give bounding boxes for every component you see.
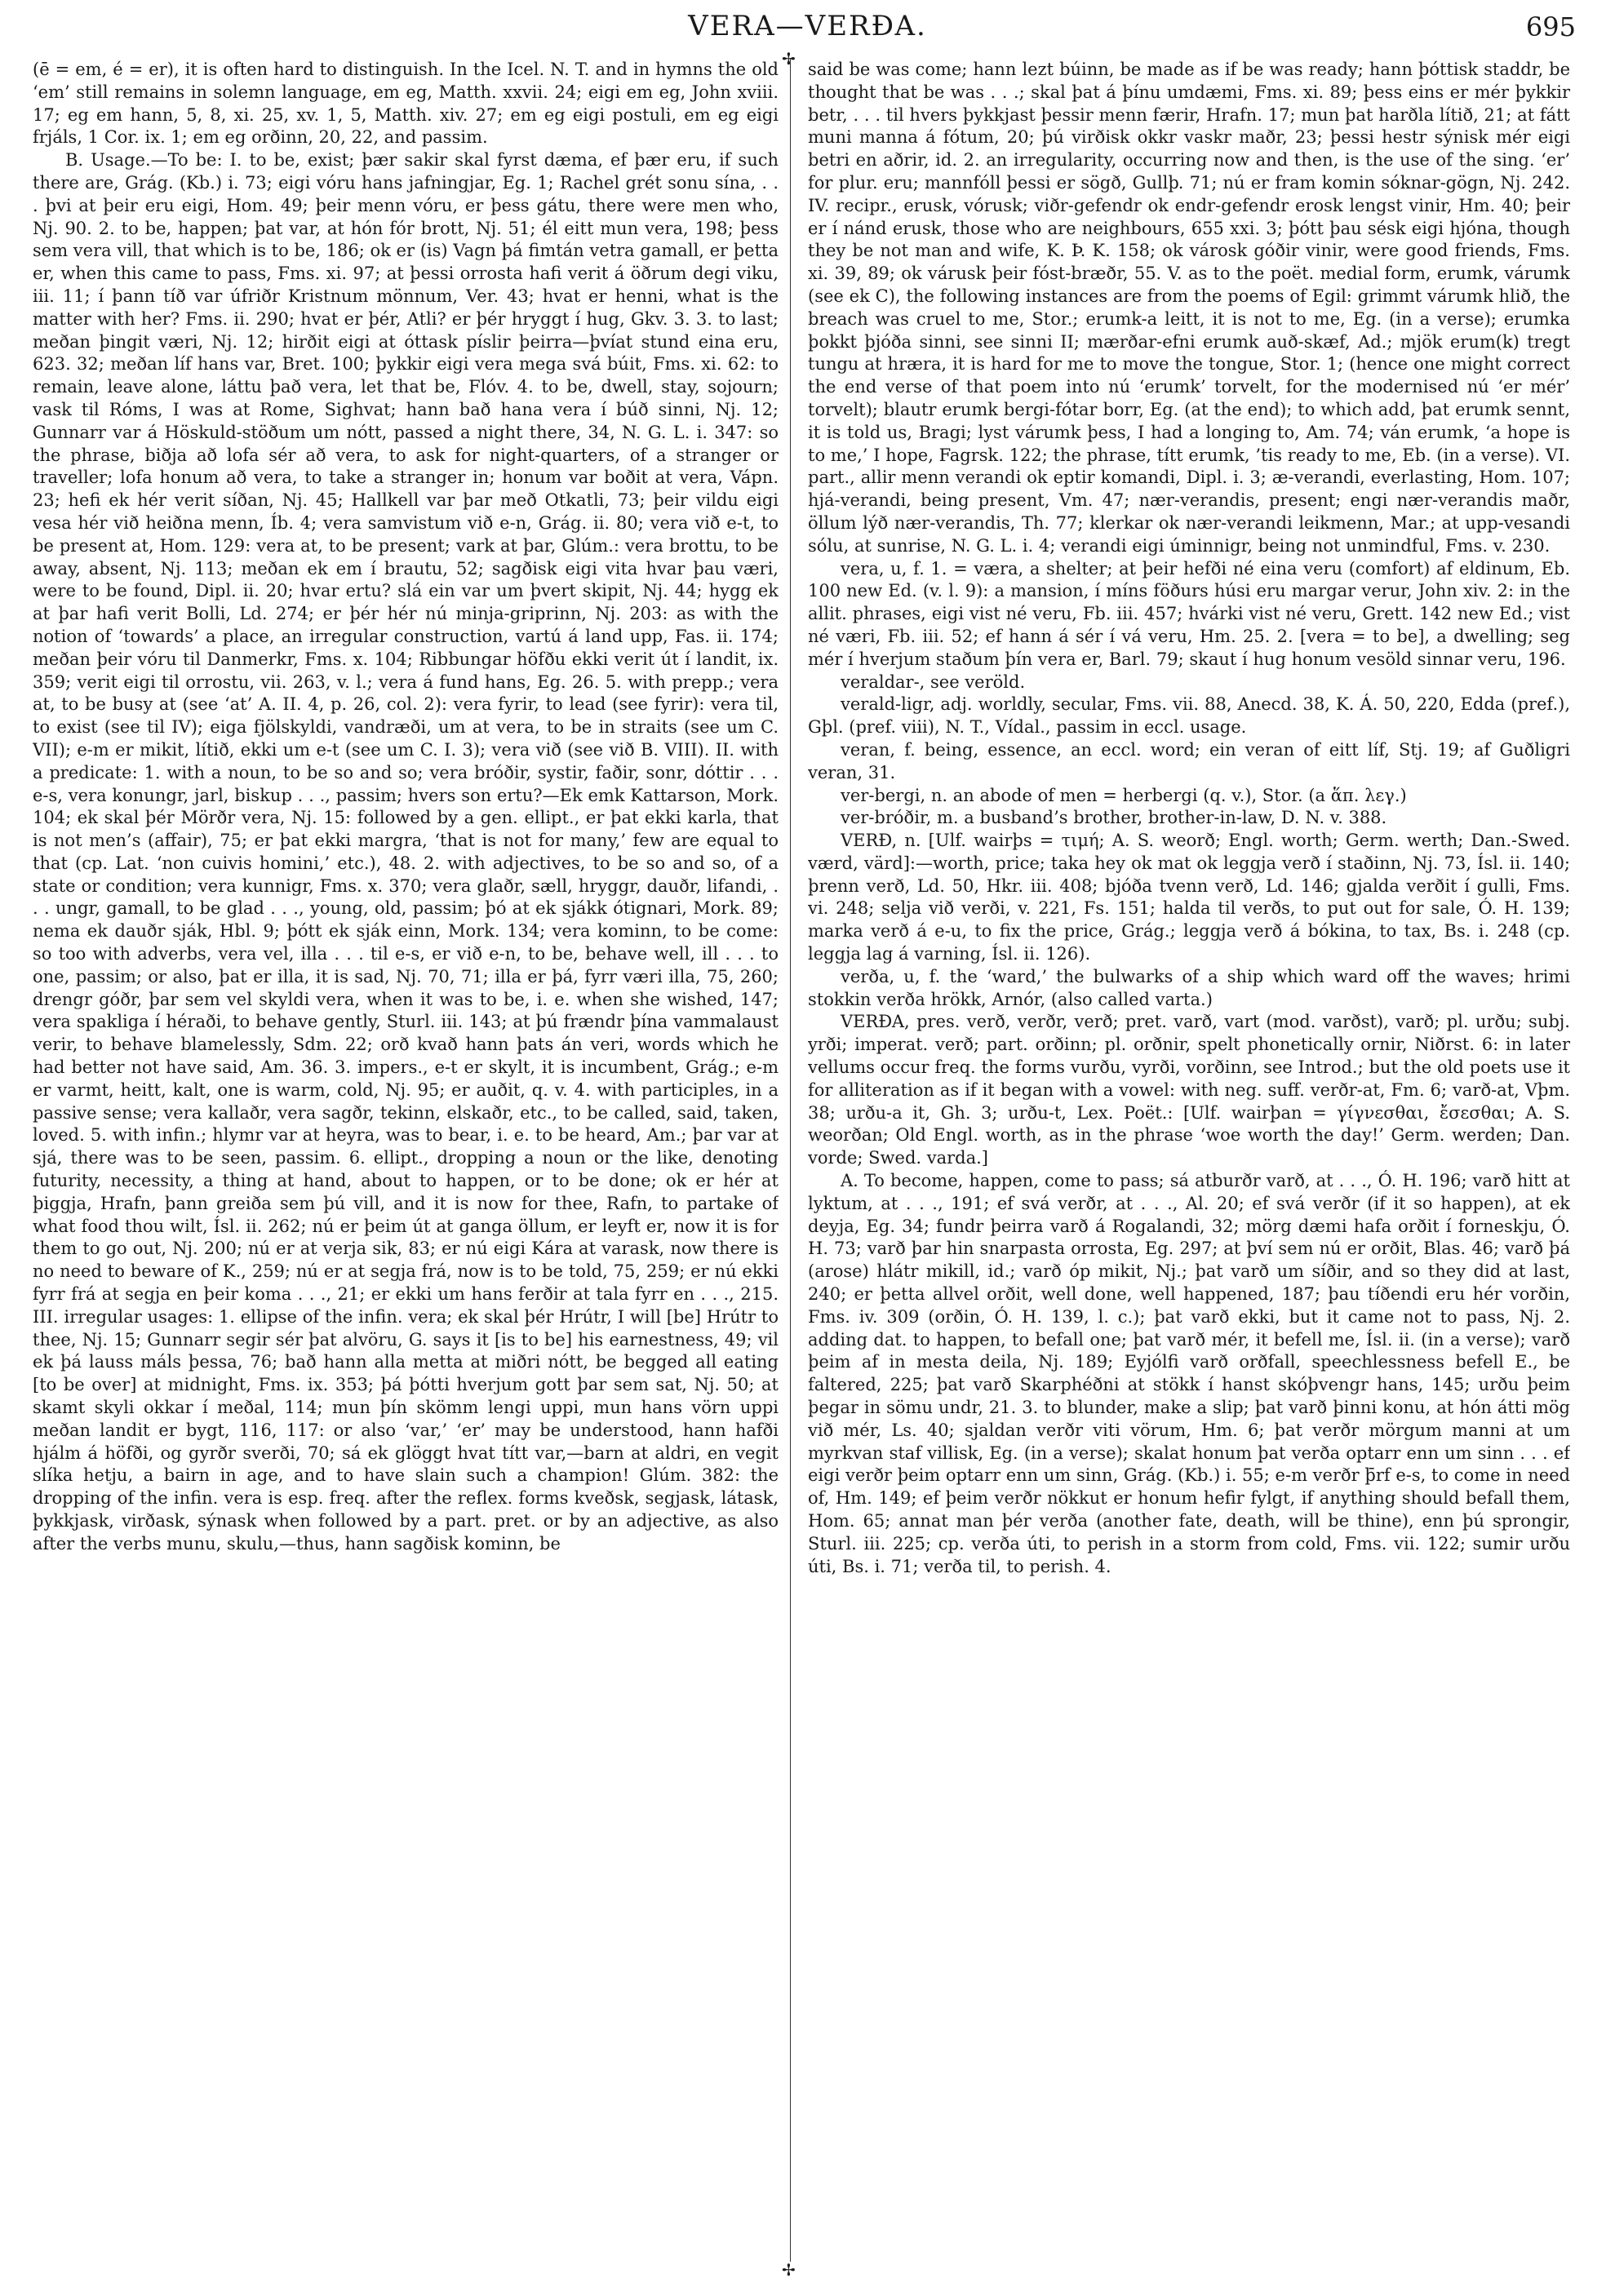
entry-verda-sense-a: A. To become, happen, come to pass; sá atburðr varð, at . . ., Ó. H. 196; varð hitt at lyktum, at . . ., 191; ef svá verðr, at . . ., Al. 20; ef svá verðr (if it so happen), at ek deyja, Eg. 34; fundr þeirra varð á Rogalandi, 32; mörg dæmi hafa orðit í forneskju, Ó. H. 73; varð þar hin snarpasta orrosta, Eg. 297; at því sem nú er orðit, Blas. 46; varð þá (arose) hlátr mikill, id.; varð óp mikit, Nj.; þat varð um síðir, and so they did at last, 240; er þetta allvel orðit, well done, well happened, 187; þau tíðendi eru hér vorðin, Fms. iv. 309 (orðin, Ó. H. 139, l. c.); þat varð ekki, but it came not to pass, Nj. 2. adding dat. to happen, to befall one; þat varð mér, it befell me, Ísl. ii. (in a verse); varð þeim af in mesta deila, Nj. 189; Eyjólfi varð orðfall, speechlessness befell E., be faltered, 225; þat varð Skarphéðni at stökk í hanst skóþvengr hans, 145; urðu þeim þegar in sömu undr, 21. 3. to blunder, make a slip; þat varð þinni konu, at hón átti mög við mér, Ls. 40; sjaldan verðr viti vörum, Hm. 6; þat verðr mörgum manni at um myrkvan staf villisk, Eg. (in a verse); skalat honum þat verða optarr enn um sinn . . . ef eigi verðr þeim optarr enn um sinn, Grág. (Kb.) i. 55; e-m verðr þ̄rf e-s, to come in need of, Hm. 149; ef þeim verðr nökkut er honum hefir fylgt, if anything should befall them, Hom. 65; annat man þér verða (another fate, death, will be thine), enn þú sprongir, Sturl. iii. 225; cp. verða úti, to perish in a storm from cold, Fms. vii. 122; sumir urðu úti, Bs. i. 71; verða til, to perish. 4.: [808, 1171, 1570, 1576]
entry-veran: veran, f. being, essence, an eccl. word; ein veran of eitt líf, Stj. 19; af Guðligri veran, 31.: [808, 739, 1570, 782]
entry-vera: vera, u, f. 1. = væra, a shelter; at þeir hefði né eina veru (comfort) af eldinum, Eb. 100 new Ed. (v. l. 9): a mansion, í míns föðurs húsi eru margar verur, John xiv. 2: in the allit. phrases, eigi vist né veru, Fb. iii. 457; hvárki vist né veru, Grett. 142 new Ed.; vist né væri, Fb. iii. 52; ef hann á sér í vá veru, Hm. 25. 2. [vera = to be], a dwelling; seg mér í hverjum staðum þín vera er, Barl. 79; skaut í hug honum vesöld sinnar veru, 196.: [808, 558, 1570, 669]
entry-verda-noun: verða, u, f. the ‘ward,’ the bulwarks of a ship which ward off the waves; hrimi stokkin verða hrökk, Arnór, (also called varta.): [808, 966, 1570, 1009]
left-column: [33, 59, 779, 2262]
paragraph: B. Usage.—To be: I. to be, exist; þær sakir skal fyrst dæma, ef þær eru, if such there are, Grág. (Kb.) i. 73; eigi vóru hans jafningjar, Eg. 1; Rachel grét sonu sína, . . . þvi at þeir eru eigi, Hom. 49; þeir menn vóru, er þess gátu, there were men who, Nj. 90. 2. to be, happen; þat var, at hón fór brott, Nj. 51; él eitt mun vera, 198; þess sem vera vill, that which is to be, 186; ok er (is) Vagn þá fimtán vetra gamall, er þetta er, when this came to pass, Fms. xi. 97; at þessi orrosta hafi verit á öðrum degi viku, iii. 11; í þann tíð var úfriðr Kristnum mönnum, Ver. 43; hvat er henni, what is the matter with her? Fms. ii. 290; hvat er þér, Atli? er þér hryggt í hug, Gkv. 3. 3. to last; meðan þingit væri, Nj. 12; hirðit eigi at óttask píslir þeirra—þvíat stund eina eru, 623. 32; meðan líf hans var, Bret. 100; þykkir eigi vera mega svá búit, Fms. xi. 62: to remain, leave alone, láttu það vera, let that be, Flóv. 4. to be, dwell, stay, sojourn; vask til Róms, I was at Rome, Sighvat; hann bað hana vera í búð sinni, Nj. 12; Gunnarr var á Höskuld-stöðum um nótt, passed a night there, 34, N. G. L. i. 347: so the phrase, biðja að lofa sér að vera, to ask for night-quarters, of a stranger or traveller; lofa honum að vera, to take a stranger in; honum var boðit at vera, Vápn. 23; hefi ek hér verit síðan, Nj. 45; Hallkell var þar með Otkatli, 73; þeir vildu eigi vesa hér við heiðna menn, Íb. 4; vera samvistum við e-n, Grág. ii. 80; vera við e-t, to be present at, Hom. 129: vera at, to be present; vark at þar, Glúm.: vera brottu, to be away, absent, Nj. 113; meðan ek em í brautu, 52; sagðisk eigi vita hvar þau væri, were to be found, Dipl. ii. 20; hvar ertu? slá ein var um þvert skipit, Nj. 44; hygg ek at þar hafi verit Bolli, Ld. 274; er þér hér nú minja-griprinn, Nj. 203: as with the notion of ‘towards’ a place, an irregular construction, vartú á land upp, Fas. ii. 174; meðan þeir vóru til Danmerkr, Fms. x. 104; Ribbungar höfðu ekki verit út í landit, ix. 359; verit eigi til orrostu, vii. 263, v. l.; vera á fund hans, Eg. 26. 5. with prepp.; vera at, to be busy at (see ‘at’ A. II. 4, p. 26, col. 2): vera fyrir, to lead (see fyrir): vera til, to exist (see til IV); eiga fjölskyldi, vandræði, um at vera, to be in straits (see um C. VII); e-m er mikit, lítið, ekki um e-t (see um C. I. 3); vera við (see við B. VIII). II. with a predicate: 1. with a noun, to be so and so; vera bróðir, systir, faðir, sonr, dóttir . . . e-s, vera konungr, jarl, biskup . . ., passim; hvers son ertu?—Ek emk Kattarson, Mork. 104; ek skal þér Mörðr vera, Nj. 15: followed by a gen. ellipt., er þat ekki karla, that is not men’s (affair), 75; er þat ekki margra, ‘that is not for many,’ few are equal to that (cp. Lat. ‘non cuivis homini,’ etc.), 48. 2. with adjectives, to be so and so, of a state or condition; vera kunnigr, Fms. x. 370; vera glaðr, sæll, hryggr, dauðr, lifandi, . . . ungr, gamall, to be glad . . ., young, old, passim; þó at ek sjákk ótignari, Mork. 89; nema ek dauðr sják, Hbl. 9; þótt ek sják einn, Mork. 134; vera kominn, to be come: so too with adverbs, vera vel, illa . . . til e-s, er við e-n, to be, behave well, ill . . . to one, passim; or also, þat er illa, it is sad, Nj. 70, 71; illa er þá, fyrr væri illa, 75, 260; drengr góðr, þar sem vel skyldi vera, when it was to be, i. e. when she wished, 147; vera spakliga í héraði, to behave gently, Sturl. iii. 143; at þú frændr þína vammalaust verir, to behave blamelessly, Sdm. 22; orð kvað hann þats án veri, words which he had better not have said, Am. 36. 3. impers., e-t er skylt, it is incumbent, Grág.; e-m er varmt, heitt, kalt, one is warm, cold, Nj. 95; er auðit, q. v. 4. with participles, in a passive sense; vera kallaðr, vera sagðr, tekinn, elskaðr, etc., to be called, said, taken, loved. 5. with infin.; hlymr var at heyra, was to bear, i. e. to be heard, Am.; þar var at sjá, there was to be seen, passim. 6. ellipt., dropping a noun or the like, denoting futurity, necessity, a thing at hand, about to happen, or to be done; ok er hér at þiggja, Hrafn, þann greiða sem þú vill, and it is now for thee, Rafn, to partake of what food thou wilt, Ísl. ii. 262; nú er þeim út at ganga öllum, er leyft er, now it is for them to go out, Nj. 200; nú er at verja sik, 83; er nú eigi Kára at varask, now there is no need to beware of K., 259; nú er at segja frá, now is to be told, 75, 259; er nú ekki fyrr frá at segja en þeir koma . . ., 21; er ekki um hans ferðir at tala fyrr en . . ., 215. III. irregular usages: 1. ellipse of the infin. vera; ek skal þér Hrútr, I will [be] Hrútr to thee, Nj. 15; Gunnarr segir sér þat alvöru, G. says it [is to be] his earnestness, 49; vil ek þá lauss máls þessa, 76; bað hann alla metta at miðri nótt, be begged all eating [to be over] at midnight, Fms. ix. 353; þá þótti hverjum gott þar sem sat, Nj. 50; at skamt skyli okkar í meðal, 114; mun þín skömm lengi uppi, mun hans vörn uppi meðan landit er bygt, 116, 117: or also ‘var,’ ‘er’ may be understood, hann hafði hjálm á höfði, og gyrðr sverði, 70; sá ek glöggt hvat títt var,—barn at aldri, en vegit slíka hetju, a bairn in age, and to have slain such a champion! Glúm. 382: the dropping of the infin. vera is esp. freq. after the reflex. forms kveðsk, segjask, látask, þykkjask, virðask, sýnask when followed by a part. pret. or by an adjective, as also after the verbs munu, skulu,—thus, hann sagðisk kominn, be: [33, 150, 779, 1554]
divider-ornament-bottom: ✢: [782, 2260, 796, 2280]
right-column: [808, 59, 1570, 2262]
page-number: 695: [1525, 11, 1576, 42]
divider-ornament-top: ✢: [782, 49, 796, 69]
entry-verd: VERÐ, n. [Ulf. wairþs = τιμή; A. S. weorð; Engl. worth; Germ. werth; Dan.-Swed. værd, värd]:—worth, price; taka hey ok mat ok leggja verð í staðinn, Nj. 73, Ísl. ii. 140; þrenn verð, Ld. 50, Hkr. iii. 408; bjóða tvenn verð, Ld. 146; gjalda verðit í gulli, Fms. vi. 248; selja við verði, v. 221, Fs. 151; halda til verðs, to put out for sale, Ó. H. 139; marka verð á e-u, to fix the price, Grág.; leggja verð á bókina, to tax, Bs. i. 248 (cp. leggja lag á varning, Ísl. ii. 126).: [808, 831, 1570, 964]
paragraph: said be was come; hann lezt búinn, be made as if be was ready; hann þóttisk staddr, be thought that be was . . .; skal þat á þínu umdæmi, Fms. xi. 89; þess eins er mér þykkir betr, . . . til hvers þykkjast þessir menn færir, Hrafn. 17; mun þat harðla lítið, 21; at fátt muni manna á fótum, 20; þú virðisk okkr vaskr maðr, 23; þessi hestr sýnisk mér eigi betri en aðrir, id. 2. an irregularity, occurring now and then, is the use of the sing. ‘er’ for plur. eru; mannfóll þessi er sögð, Gullþ. 71; nú er fram komin sóknar-gögn, Nj. 242. IV. recipr., erusk, vórusk; viðr-gefendr ok endr-gefendr erosk lengst vinir, Hm. 40; þeir er í nánd erusk, those who are neighbours, 655 xxi. 3; þótt þau sésk eigi hjóna, though they be not man and wife, K. Þ. K. 158; ok városk góðir vinir, were good friends, Fms. xi. 39, 89; ok várusk þeir fóst-bræðr, 55. V. as to the poët. medial form, erumk, várumk (see ek C), the following instances are from the poems of Egil: grimmt várumk hlið, the breach was cruel to me, Stor.; erumk-a leitt, it is not to me, Eg. (in a verse); erumka þokkt þjóða sinni, see sinni II; mærðar-efni erumk auð-skæf, Ad.; mjök erum(k) tregt tungu at hræra, it is hard for me to move the tongue, Stor. 1; (hence one might correct the end verse of that poem into nú ‘erumk’ torvelt, for the modernised nú ‘er mér’ torvelt); blautr erumk bergi-fótar borr, Eg. (at the end); to which add, þat erumk sennt, it is told us, Bragi; lyst várumk þess, I had a longing to, Am. 74; ván erumk, ‘a hope is to me,’ I hope, Fagrsk. 122; the phrase, títt erumk, ’tis ready to me, Eb. (in a verse). VI. part., allir menn verandi ok eptir komandi, Dipl. i. 3; æ-verandi, everlasting, Hom. 107; hjá-verandi, being present, Vm. 47; nær-verandis, present; engi nær-verandis maðr, öllum lýð nær-verandis, Th. 77; klerkar ok nær-verandi leikmenn, Mar.; at upp-vesandi sólu, at sunrise, N. G. L. i. 4; verandi eigi úminnigr, being not unmindful, Fms. v. 230.: [808, 60, 1570, 556]
entry-verda-verb: VERÐA, pres. verð, verðr, verð; pret. varð, vart (mod. varðst), varð; pl. urðu; subj. yrði; imperat. verð; part. orðinn; pl. orðnir, spelt phonetically ornir, Niðrst. 6: in later vellums occur freq. the forms vurðu, vyrði, vorðinn, see Introd.; but the old poets use it for alliteration as if it began with a vowel: with neg. suff. verðr-at, Fm. 6; varð-at, Vþm. 38; urðu-a it, Gh. 3; urðu-t, Lex. Poët.: [Ulf. wairþan = γίγνεσθαι, ἔσεσθαι; A. S. weorðan; Old Engl. worth, as in the phrase ‘woe worth the day!’ Germ. werden; Dan. vorde; Swed. varda.]: [808, 1012, 1570, 1168]
entry-ver-bergi: ver-bergi, n. an abode of men = herbergi (q. v.), Stor. (a ἅπ. λεγ.): [841, 785, 1407, 805]
running-title: VERA—VERÐA.: [688, 10, 927, 42]
entry-veraldar: veraldar-, see veröld.: [841, 672, 1026, 692]
entry-ver-brodir: ver-bróðir, m. a busband’s brother, brother-in-law, D. N. v. 388.: [841, 808, 1387, 828]
entry-verald-ligr: verald-ligr, adj. worldly, secular, Fms. vii. 88, Anecd. 38, K. Á. 50, 220, Edda (pref.), Gþl. (pref. viii), N. T., Vídal., passim in eccl. usage.: [808, 694, 1570, 738]
column-divider: [790, 59, 791, 2262]
paragraph: (ē = em, é = er), it is often hard to distinguish. In the Icel. N. T. and in hymns the old ‘em’ still remains in solemn language, em eg, Matth. xxvii. 24; eigi em eg, John xviii. 17; eg em hann, 5, 8, xi. 25, xv. 1, 5, Matth. xiv. 27; em eg eigi postuli, em eg eigi frjáls, 1 Cor. ix. 1; em eg orðinn, 20, 22, and passim.: [33, 60, 779, 148]
page-header: [0, 7, 1615, 46]
